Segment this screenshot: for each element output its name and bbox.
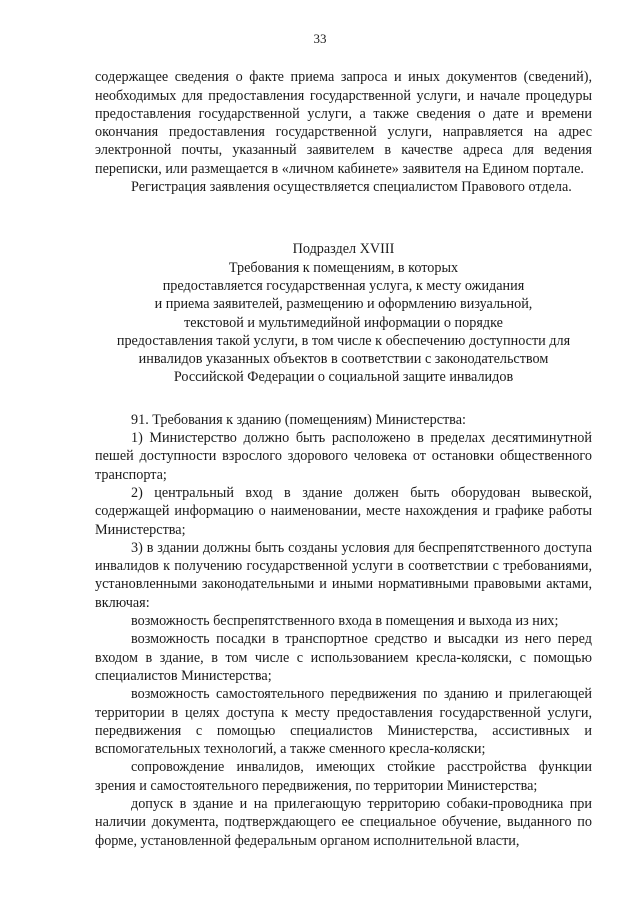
subsection-number: Подраздел XVIII bbox=[292, 241, 395, 258]
intro-paragraph: содержащее сведения о факте приема запроса и иных документов (сведений), необходимых для предоставления государственной услуги, и начале процедуры предоставления государственной услуги, а также сведения о дате и времени окончания предоставления государственной услуги, направляется на адрес электронной почты, указанный заявителем в качестве адреса для ведения переписки, или размещается в «личном кабинете» заявителя на Едином портале. bbox=[95, 69, 592, 177]
subsection-title-line: и приема заявителей, размещению и оформлению визуальной, bbox=[154, 296, 533, 313]
registration-paragraph: Регистрация заявления осуществляется специалистом Правового отдела. bbox=[131, 179, 572, 196]
subsection-heading bbox=[95, 240, 592, 386]
page-number: 33 bbox=[313, 31, 327, 46]
subclause-4: сопровождение инвалидов, имеющих стойкие расстройства функции зрения и самостоятельного передвижения, по территории Министерства; bbox=[95, 759, 592, 794]
subsection-title-line: предоставляется государственная услуга, к месту ожидания bbox=[162, 277, 525, 294]
clause-item-2: 2) центральный вход в здание должен быть оборудован вывеской, содержащей информацию о наименовании, месте нахождения и графике работы Министерства; bbox=[95, 484, 592, 538]
subsection-title-line: предоставления такой услуги, в том числе к обеспечению доступности для bbox=[116, 332, 571, 349]
subclause-5: допуск в здание и на прилегающую территорию собаки-проводника при наличии документа, подтверждающего ее специальное обучение, выданного по форме, установленной федеральным органом исполнительной власти, bbox=[95, 795, 592, 849]
subclause-2: возможность посадки в транспортное средство и высадки из него перед входом в здание, в том числе с использованием кресла-коляски, с помощью специалистов Министерства; bbox=[95, 631, 592, 684]
clause-91: 91. Требования к зданию (помещениям) Министерства: bbox=[131, 411, 466, 428]
subsection-title-line: Требования к помещениям, в которых bbox=[228, 259, 459, 276]
subclause-1: возможность беспрепятственного входа в помещения и выхода из них; bbox=[131, 613, 559, 630]
subsection-title-line: инвалидов указанных объектов в соответствии с законодательством bbox=[138, 351, 549, 368]
subsection-title-line: Российской Федерации о социальной защите инвалидов bbox=[173, 369, 514, 386]
subclause-3: возможность самостоятельного передвижения по зданию и прилегающей территории в целях доступа к месту предоставления государственной услуги, передвижения с помощью специалистов Министерства, ассистивных и вспомогательных технологий, а также сменного кресла-коляски; bbox=[95, 686, 592, 758]
subsection-title-line: текстовой и мультимедийной информации о порядке bbox=[184, 314, 503, 331]
clause-item-3: 3) в здании должны быть созданы условия для беспрепятственного доступа инвалидов к получению государственной услуги в соответствии с требованиями, установленными законодательными и иными нормативными правовыми актами, включая: bbox=[95, 539, 592, 611]
clause-item-1: 1) Министерство должно быть расположено в пределах десятиминутной пешей доступности взрослого здорового человека от остановки общественного транспорта; bbox=[95, 430, 592, 483]
